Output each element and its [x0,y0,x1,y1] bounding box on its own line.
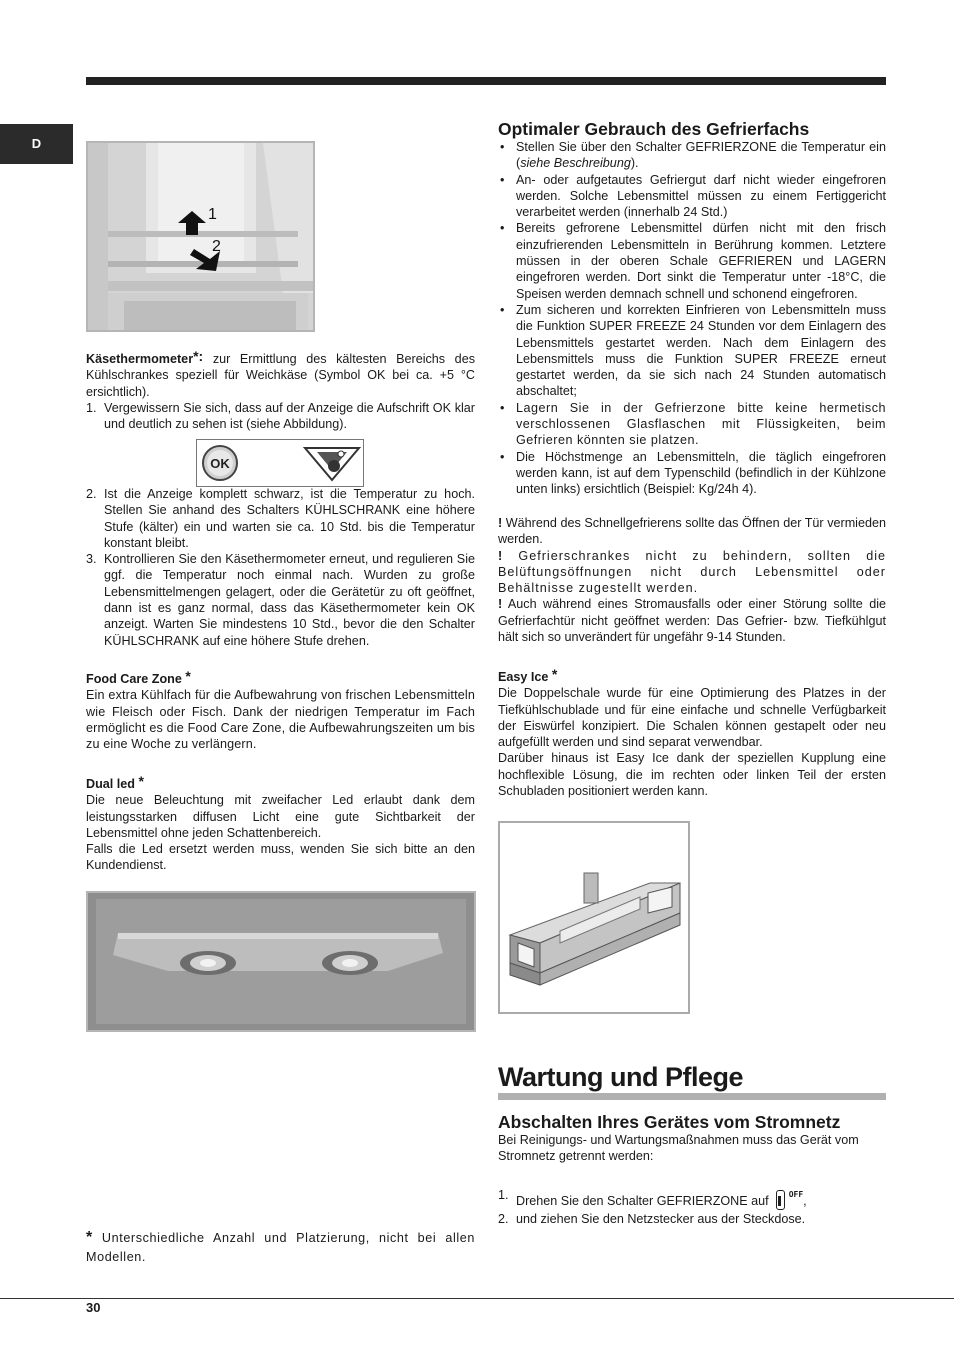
off-switch-icon [776,1190,785,1210]
power-title: Abschalten Ihres Gerätes vom Stromnetz [498,1112,841,1132]
cheese-step-3: 3. Kontrollieren Sie den Käsethermometer erneut, und regulieren Sie ggf. die Temperatur noch einmal nach. Wurden zu große Lebensmittelmengen gelagert, oder die Gerätetür zu oft geöffnet, dann ist es ganz normal, dass das Käsethermometer kein OK anzeigt. Warten Sie mindestens 10 Std., bevor die den Schalter KÜHLSCHRANK auf eine höhere Stufe drehen. [86,552,475,648]
freezer-title: Optimaler Gebrauch des Gefrierfachs [498,119,810,139]
led-photo [86,891,476,1032]
warning-1: ! Während des Schnellgefrierens sollte das Öffnen der Tür vermieden werden. [498,516,886,547]
off-label: OFF [788,1190,804,1199]
warnings [498,515,886,645]
footnote [86,1228,475,1267]
dual-led-section [86,773,475,874]
food-care-text: Ein extra Kühlfach für die Aufbewahrung von frischen Lebensmitteln wie Fleisch oder Fisch. Dank der niedrigen Temperatur im Fach ermöglicht es die Food Care Zone, die Aufbewahrungszeiten um bis zu eine Woche zu verlängern. [86,688,475,752]
arrow-2-label: 2 [212,238,221,255]
cheese-step-2: 2. Ist die Anzeige komplett schwarz, ist die Temperatur zu hoch. Stellen Sie anhand des Schalters KÜHLSCHRANK eine höhere Stufe (kälter) ein und warten sie ca. 10 Std. bis die Temperatur konstant bleibt. [86,487,475,550]
freezer-bullet-6: • Die Höchstmenge an Lebensmitteln, die täglich eingefroren werden kann, ist auf dem Typenschild (befindlich in der Kühlzone unten links) ersichtlich (Beispiel: Kg/24h 4). [498,449,886,498]
power-step-1: 1. Drehen Sie den Schalter GEFRIERZONE auf $^{OFF}$, [498,1188,807,1208]
shelf-photo [86,141,315,332]
dual-led-star: * [138,773,144,789]
ok-label: OK [210,456,230,471]
cheese-steps-cont [86,486,475,649]
freezer-bullet-3: • Bereits gefrorene Lebensmittel dürfen nicht mit den frisch einzufrierenden Lebensmitteln in Berührung kommen. Letztere müssen in der oberen Schale GEFRIEREN und LAGERN eingefroren werden. Dort sinkt die Temperatur unter -18°C, die Speisen werden demnach schnell und schonend eingefroren. [498,220,886,301]
power-step-2: 2. und ziehen Sie den Netzstecker aus der Steckdose. [498,1212,806,1226]
food-care-section [86,668,475,752]
page-number: 30 [86,1300,101,1315]
footnote-text: Unterschiedliche Anzahl und Platzierung, nicht bei allen Modellen. [86,1231,475,1264]
food-care-star: * [185,668,191,684]
easy-ice-section [498,666,886,799]
cheese-star: *: [193,348,204,364]
cheese-step-1: 1. Vergewissern Sie sich, dass auf der Anzeige die Aufschrift OK klar und deutlich zu sehen ist (siehe Abbildung). [86,400,475,432]
freezer-bullet-2: • An- oder aufgetautes Gefriergut darf nicht wieder eingefroren werden. Solche Lebensmittel müssen zu einem Fertiggericht verarbeitet werden (innerhalb 24 Std.) [498,172,886,221]
dual-led-text-2: Falls die Led ersetzt werden muss, wenden Sie sich bitte an den Kundendienst. [86,842,475,873]
freezer-bullet-4: • Zum sicheren und korrekten Einfrieren von Lebensmitteln muss die Funktion SUPER FREEZE 24 Stunden vor dem Einlagern des Lebensmittels gestartet werden. Nach dem Einlagern des Lebensmittels muss die Funktion SUPER FREEZE erneut gestartet werden, da sie sich nach 24 Stunden automatisch abschaltet; [498,302,886,400]
freezer-section [498,119,886,498]
cheese-thermometer-section [86,348,475,432]
care-title-rule [498,1093,886,1100]
footnote-star: * [86,1229,93,1246]
warning-2: ! Gefrierschrankes nicht zu behindern, sollten die Belüftungsöffnungen nicht durch Lebensmittel oder Behältnisse zugestellt werden. [498,548,886,596]
dual-led-title: Dual led [86,777,135,791]
footer-rule [0,1298,954,1299]
cheese-title: Käsethermometer [86,352,194,366]
cheese-text: zur Ermittlung des kältesten Bereichs des Kühlschrankes speziell für Weichkäse (Symbol OK bei ca. +5 °C ersichtlich). [86,352,475,399]
shelf-illustration [88,143,313,330]
arrow-1-label: 1 [208,206,217,223]
power-steps [498,1187,886,1227]
cheese-steps [86,400,475,433]
ice-tray-photo [498,821,690,1014]
freezer-bullet-1: • Stellen Sie über den Schalter GEFRIERZONE die Temperatur ein (siehe Beschreibung). [498,139,886,172]
care-section [498,1062,886,1165]
power-text: Bei Reinigungs- und Wartungsmaßnahmen muss das Gerät vom Stromnetz getrennt werden: [498,1133,859,1164]
food-care-title: Food Care Zone [86,672,182,686]
warning-3: ! Auch während eines Stromausfalls oder einer Störung sollte die Gefrierfachtür nicht geöffnet werden: Das Gefrier- bzw. Tiefkühlgut hält sich so unverändert für ungefähr 9-14 Stunden. [498,597,886,645]
care-title: Wartung und Pflege [498,1062,743,1092]
easy-ice-title: Easy Ice [498,670,549,684]
ok-indicator [196,439,364,487]
freezer-bullets [498,139,886,498]
language-tab: D [0,124,73,164]
dual-led-text-1: Die neue Beleuchtung mit zweifacher Led erlaubt dank dem leistungsstarken diffusen Licht eine gute Sichtbarkeit der Lebensmittel ohne jeden Schattenbereich. [86,793,475,840]
easy-ice-text-2: Darüber hinaus ist Easy Ice dank der speziellen Kupplung eine hochflexible Lösung, die im rechten oder linken Teil der ersten Schubladen positioniert werden kann. [498,751,886,799]
easy-ice-star: * [551,666,558,682]
easy-ice-text-1: Die Doppelschale wurde für eine Optimierung des Platzes in der Tiefkühlschublade und für eine einfache und schnelle Verfügbarkeit der Eiswürfel konzipiert. Die Schalen können gestapelt oder neu aufgefüllt werden und sind separat verwendbar. [498,686,886,750]
header-bar [86,77,886,85]
freezer-bullet-5: • Lagern Sie in der Gefrierzone bitte keine hermetisch verschlossenen Glasflaschen mit Flüssigkeiten, beim Gefrieren könnten sie platzen. [498,400,886,449]
